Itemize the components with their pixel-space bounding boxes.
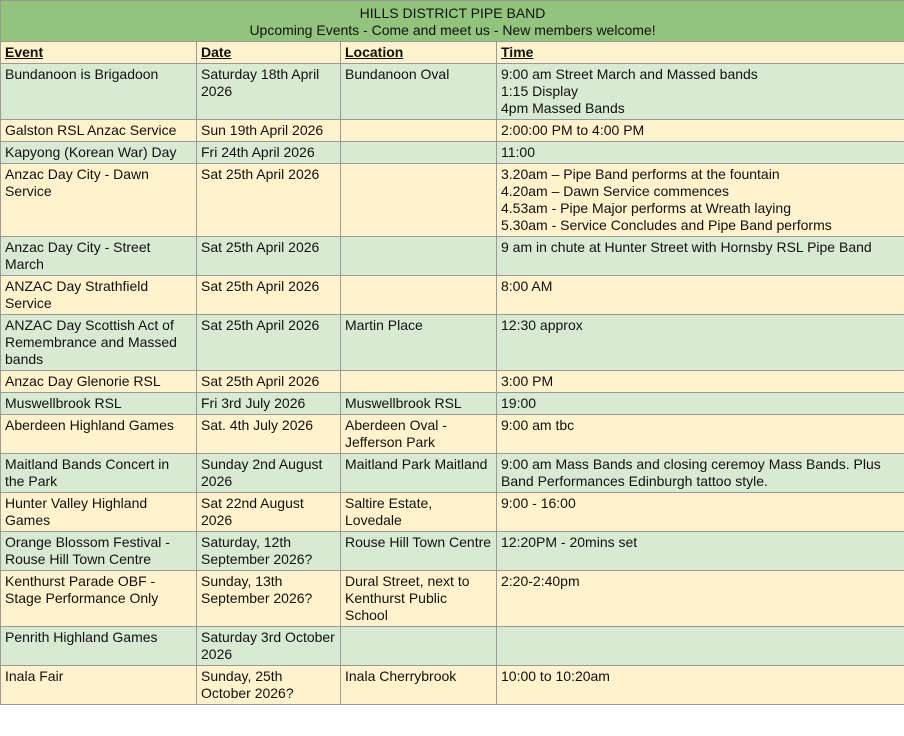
location-cell: Inala Cherrybrook	[341, 666, 497, 705]
date-cell: Sat 25th April 2026	[197, 315, 341, 371]
time-line: 9 am in chute at Hunter Street with Hornsby RSL Pipe Band	[501, 239, 872, 255]
table-row	[1, 371, 904, 393]
time-line: 12:30 approx	[501, 317, 583, 333]
time-line: 10:00 to 10:20am	[501, 668, 610, 684]
date-cell: Sat 25th April 2026	[197, 164, 341, 237]
date-cell: Sunday, 13th September 2026?	[197, 571, 341, 627]
time-line: 12:20PM - 20mins set	[501, 534, 638, 550]
time-cell	[497, 371, 904, 393]
time-line: 9:00 am tbc	[501, 417, 575, 433]
time-line: 9:00 am Mass Bands and closing ceremoy Mass Bands. Plus Band Performances Edinburgh tattoo style.	[501, 456, 881, 489]
time-line: 2:20-2:40pm	[501, 573, 580, 589]
table-row	[1, 666, 904, 705]
event-cell: Aberdeen Highland Games	[1, 415, 197, 454]
time-cell	[497, 237, 904, 276]
date-cell: Sat 25th April 2026	[197, 276, 341, 315]
date-cell: Sat 25th April 2026	[197, 371, 341, 393]
time-cell	[497, 454, 904, 493]
location-cell: Saltire Estate, Lovedale	[341, 493, 497, 532]
event-cell: Kenthurst Parade OBF - Stage Performance Only	[1, 571, 197, 627]
time-cell	[497, 627, 904, 666]
event-cell: Anzac Day City - Dawn Service	[1, 164, 197, 237]
table-row	[1, 315, 904, 371]
time-cell	[497, 142, 904, 164]
location-cell: Maitland Park Maitland	[341, 454, 497, 493]
time-cell	[497, 415, 904, 454]
event-cell: ANZAC Day Strathfield Service	[1, 276, 197, 315]
time-cell	[497, 120, 904, 142]
event-cell: Muswellbrook RSL	[1, 393, 197, 415]
event-cell: Orange Blossom Festival - Rouse Hill Town Centre	[1, 532, 197, 571]
location-cell	[341, 371, 497, 393]
date-cell: Fri 3rd July 2026	[197, 393, 341, 415]
time-cell	[497, 493, 904, 532]
event-cell: Hunter Valley Highland Games	[1, 493, 197, 532]
date-cell: Sunday 2nd August 2026	[197, 454, 341, 493]
date-cell: Sat 25th April 2026	[197, 237, 341, 276]
table-row	[1, 276, 904, 315]
date-cell: Sat 22nd August 2026	[197, 493, 341, 532]
time-line: 9:00 am Street March and Massed bands	[501, 66, 758, 82]
date-cell: Sun 19th April 2026	[197, 120, 341, 142]
table-row	[1, 493, 904, 532]
table-row	[1, 627, 904, 666]
date-cell: Saturday, 12th September 2026?	[197, 532, 341, 571]
table-row	[1, 393, 904, 415]
location-cell: Dural Street, next to Kenthurst Public School	[341, 571, 497, 627]
column-header-time: Time	[497, 42, 904, 64]
column-header-location: Location	[341, 42, 497, 64]
banner-subtitle: Upcoming Events - Come and meet us - New members welcome!	[249, 22, 656, 38]
time-cell	[497, 393, 904, 415]
time-line: 11:00	[501, 144, 535, 160]
event-cell: Kapyong (Korean War) Day	[1, 142, 197, 164]
event-cell: Penrith Highland Games	[1, 627, 197, 666]
table-row	[1, 164, 904, 237]
event-cell: Bundanoon is Brigadoon	[1, 64, 197, 120]
time-cell	[497, 315, 904, 371]
table-row	[1, 142, 904, 164]
date-cell: Sat. 4th July 2026	[197, 415, 341, 454]
time-line: 2:00:00 PM to 4:00 PM	[501, 122, 645, 138]
time-line: 3:00 PM	[501, 373, 554, 389]
time-cell	[497, 164, 904, 237]
location-cell: Rouse Hill Town Centre	[341, 532, 497, 571]
table-row	[1, 571, 904, 627]
table-row	[1, 532, 904, 571]
table-row	[1, 415, 904, 454]
location-cell	[341, 120, 497, 142]
location-cell	[341, 142, 497, 164]
column-header-date: Date	[197, 42, 341, 64]
table-row	[1, 120, 904, 142]
location-cell	[341, 276, 497, 315]
table-row	[1, 237, 904, 276]
event-cell: Galston RSL Anzac Service	[1, 120, 197, 142]
time-line: 4pm Massed Bands	[501, 100, 625, 116]
column-header-event: Event	[1, 42, 197, 64]
time-cell	[497, 64, 904, 120]
time-cell	[497, 571, 904, 627]
event-cell: Inala Fair	[1, 666, 197, 705]
time-line: 3.20am – Pipe Band performs at the fountain	[501, 166, 780, 182]
time-line: 19:00	[501, 395, 537, 411]
time-cell	[497, 276, 904, 315]
location-cell	[341, 164, 497, 237]
event-cell: Maitland Bands Concert in the Park	[1, 454, 197, 493]
date-cell: Fri 24th April 2026	[197, 142, 341, 164]
time-line: 4.53am - Pipe Major performs at Wreath laying	[501, 200, 791, 216]
table-row	[1, 64, 904, 120]
location-cell	[341, 237, 497, 276]
time-line: 4.20am – Dawn Service commences	[501, 183, 729, 199]
location-cell: Martin Place	[341, 315, 497, 371]
table-row	[1, 454, 904, 493]
header-row	[1, 42, 904, 64]
time-cell	[497, 666, 904, 705]
location-cell	[341, 627, 497, 666]
event-cell: Anzac Day City - Street March	[1, 237, 197, 276]
location-cell: Aberdeen Oval - Jefferson Park	[341, 415, 497, 454]
time-line: 5.30am - Service Concludes and Pipe Band performs	[501, 217, 832, 233]
event-cell: ANZAC Day Scottish Act of Remembrance and Massed bands	[1, 315, 197, 371]
date-cell: Saturday 3rd October 2026	[197, 627, 341, 666]
time-cell	[497, 532, 904, 571]
banner-cell	[1, 1, 904, 42]
date-cell: Sunday, 25th October 2026?	[197, 666, 341, 705]
date-cell: Saturday 18th April 2026	[197, 64, 341, 120]
location-cell: Bundanoon Oval	[341, 64, 497, 120]
banner-row	[1, 1, 904, 42]
time-line: 8:00 AM	[501, 278, 553, 294]
time-line: 9:00 - 16:00	[501, 495, 576, 511]
event-cell: Anzac Day Glenorie RSL	[1, 371, 197, 393]
time-line: 1:15 Display	[501, 83, 579, 99]
location-cell: Muswellbrook RSL	[341, 393, 497, 415]
band-title: HILLS DISTRICT PIPE BAND	[359, 5, 546, 21]
